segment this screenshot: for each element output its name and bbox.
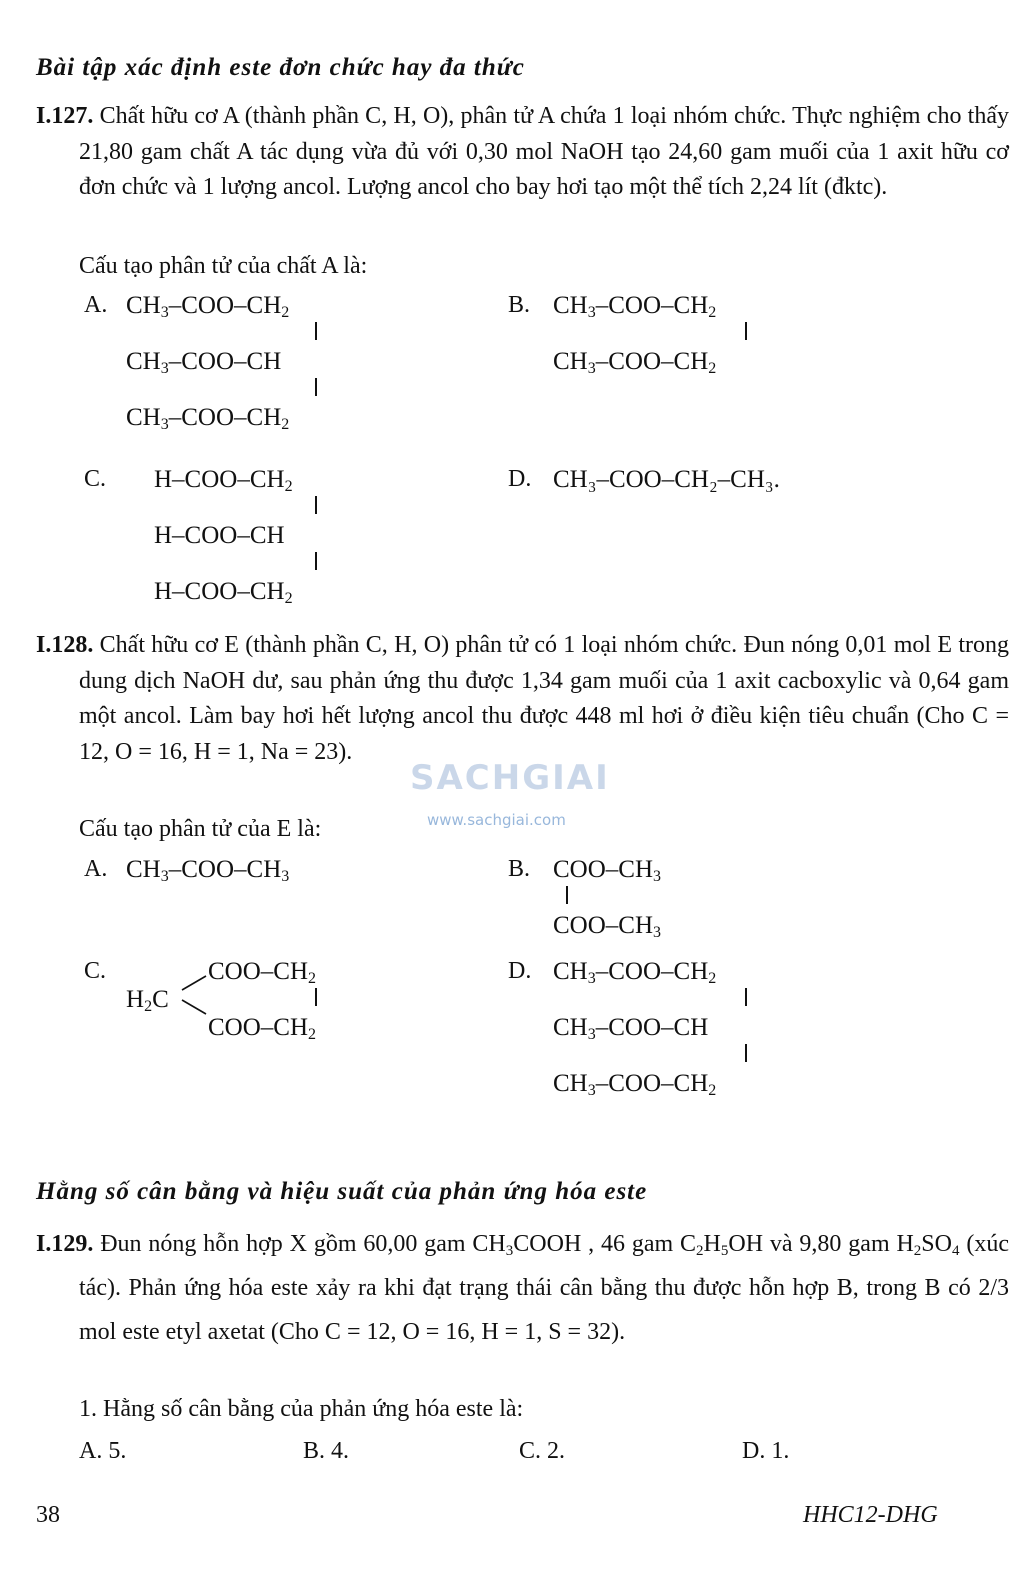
option-d-label: D. bbox=[508, 958, 532, 984]
page-number: 38 bbox=[36, 1502, 60, 1528]
bond-line bbox=[315, 322, 317, 340]
answer-c: C. 2. bbox=[519, 1438, 566, 1464]
answer-d: D. 1. bbox=[742, 1438, 790, 1464]
section-heading: Bài tập xác định este đơn chức hay đa thức bbox=[36, 54, 525, 81]
bond-line bbox=[315, 552, 317, 570]
book-code: HHC12-DHG bbox=[803, 1502, 938, 1528]
formula-line: $H-COO-CH_2$ bbox=[154, 466, 293, 495]
formula-line: $CH_3-COO-CH_2$ bbox=[553, 958, 717, 987]
bond-line bbox=[566, 886, 568, 904]
answer-b: B. 4. bbox=[303, 1438, 350, 1464]
bond-line bbox=[745, 322, 747, 340]
bond-line bbox=[315, 988, 317, 1006]
formula-line: $CH_3-COO-CH_2$ bbox=[553, 292, 717, 321]
question-prompt: Cấu tạo phân tử của E là: bbox=[79, 816, 322, 842]
option-a-label: A. bbox=[84, 856, 108, 882]
option-a-formula: $CH_3-COO-CH_3$ bbox=[126, 856, 290, 885]
question-prompt: Cấu tạo phân tử của chất A là: bbox=[79, 253, 368, 279]
formula-line: COO–$CH_3$ bbox=[553, 912, 662, 941]
question-prompt: 1. Hằng số cân bằng của phản ứng hóa este là: bbox=[79, 1396, 524, 1422]
question-text: Chất hữu cơ A (thành phần C, H, O), phân tử A chứa 1 loại nhóm chức. Thực nghiệm cho thấy 21,80 gam chất A tác dụng vừa đủ với 0,30 mol NaOH tạo 24,60 gam muối của 1 axit hữu cơ đơn chức và 1 lượng ancol. Lượng ancol cho bay hơi tạo một thể tích 2,24 lít (đktc). bbox=[79, 103, 1009, 200]
bond-line bbox=[315, 378, 317, 396]
section-heading: Hằng số cân bằng và hiệu suất của phản ứng hóa este bbox=[36, 1178, 648, 1205]
formula-line: COO–$CH_2$ bbox=[208, 1014, 317, 1043]
watermark-url: www.sachgiai.com bbox=[427, 811, 566, 829]
formula-line: $H-COO-CH_2$ bbox=[154, 578, 293, 607]
bond-line bbox=[315, 496, 317, 514]
question-128 bbox=[36, 628, 1009, 770]
question-number: I.128. bbox=[36, 632, 94, 658]
question-number: I.129. bbox=[36, 1231, 94, 1257]
formula-line: $CH_3-COO-CH_2$ bbox=[553, 1070, 717, 1099]
option-d-formula: CH₃–COO–CH₂–CH₃. bbox=[553, 466, 780, 493]
bond-line bbox=[745, 1044, 747, 1062]
option-a-label: A. bbox=[84, 292, 108, 318]
bond-line bbox=[745, 988, 747, 1006]
formula-line: $CH_3-COO-CH$ bbox=[126, 348, 282, 377]
watermark-logo: SACHGIAI bbox=[410, 758, 610, 798]
option-d-label: D. bbox=[508, 466, 532, 492]
option-b-label: B. bbox=[508, 856, 531, 882]
formula-line: $H_2C$ bbox=[126, 986, 169, 1015]
formula-line: $CH_3-COO-CH_2$ bbox=[126, 404, 290, 433]
question-number: I.127. bbox=[36, 103, 94, 129]
formula-line: $CH_3-COO-CH_2$ bbox=[553, 348, 717, 377]
option-c-label: C. bbox=[84, 466, 107, 492]
question-127 bbox=[36, 99, 1009, 206]
formula-line: $CH_3-COO-CH$ bbox=[553, 1014, 709, 1043]
answer-a: A. 5. bbox=[79, 1438, 127, 1464]
branch-bonds bbox=[178, 968, 210, 1020]
option-c-label: C. bbox=[84, 958, 107, 984]
formula-line: H–COO–CH bbox=[154, 522, 285, 549]
formula-line: $CH_3-COO-CH_2$ bbox=[126, 292, 290, 321]
question-text: Chất hữu cơ E (thành phần C, H, O) phân tử có 1 loại nhóm chức. Đun nóng 0,01 mol E trong dung dịch NaOH dư, sau phản ứng thu được 1,34 gam muối của 1 axit cacboxylic và 0,64 gam một ancol. Làm bay hơi hết lượng ancol thu được 448 ml hơi ở điều kiện tiêu chuẩn (Cho C = 12, O = 16, H = 1, Na = 23). bbox=[79, 632, 1010, 765]
formula-line: COO–$CH_2$ bbox=[208, 958, 317, 987]
question-129: I.129. Đun nóng hỗn hợp X gồm 60,00 gam $CH_3COOH$ , 46 gam $C_2H_5OH$ và 9,80 gam $H_2SO_4$ (xúc tác). Phản ứng hóa este xảy ra khi đạt trạng thái cân bằng thu được hỗn hợp B, trong B có 2/3 mol este etyl axetat (Cho C = 12, O = 16, H = 1, S = 32). bbox=[36, 1231, 1009, 1345]
option-b-label: B. bbox=[508, 292, 531, 318]
formula-line: COO–$CH_3$ bbox=[553, 856, 662, 885]
